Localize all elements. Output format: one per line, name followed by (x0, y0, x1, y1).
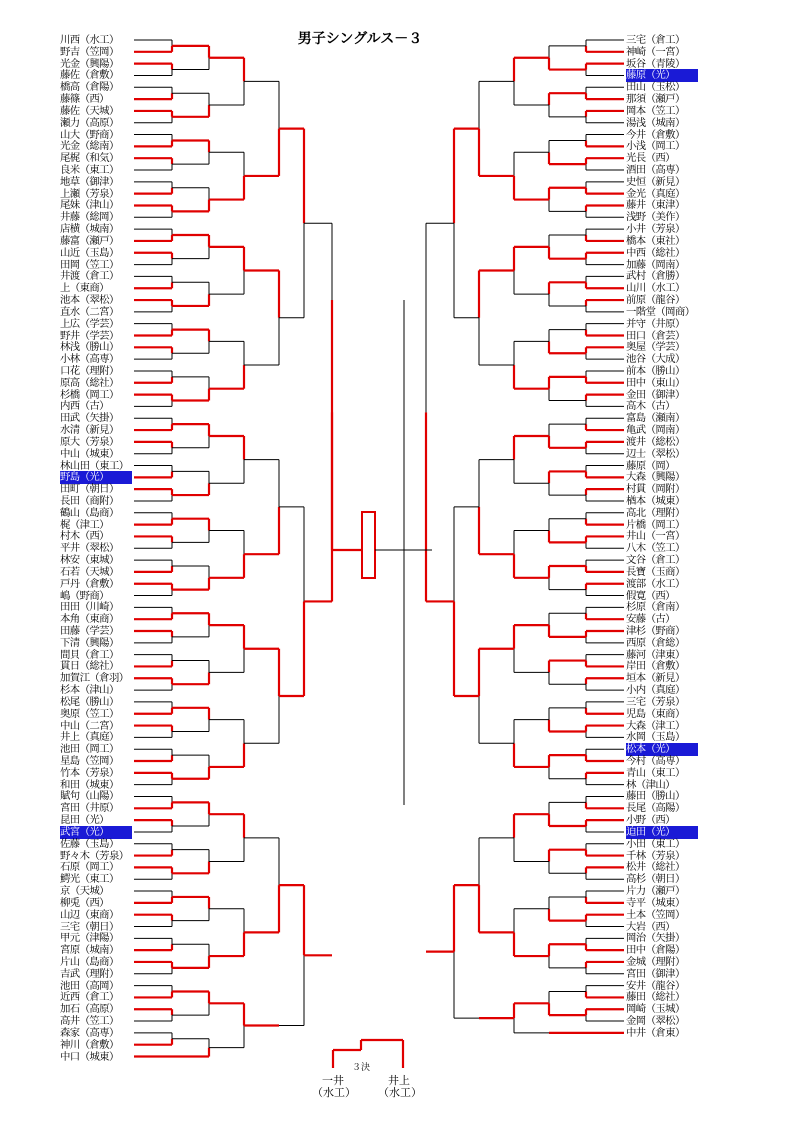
left-entry: 柳兎（西） (60, 896, 109, 909)
left-entry: 水清（新見） (60, 424, 119, 437)
left-entry: 井上（真庭） (60, 731, 119, 744)
left-entry: 加賀江（倉羽） (60, 672, 129, 685)
third-place-left-name: 一井 (322, 1074, 344, 1087)
left-entry: 尾妹（津山） (60, 199, 119, 212)
right-entry: 湯浅（城南） (626, 116, 685, 129)
left-entry: 野島（光） (60, 471, 132, 484)
left-entry: 梶（津工） (60, 518, 109, 531)
third-place-left-school: （水工） (312, 1086, 356, 1099)
left-entry: 長田（商附） (60, 494, 119, 507)
right-entry: 垣本（新見） (626, 672, 685, 685)
left-entry: 藤佐（天城） (60, 104, 119, 117)
right-entry: 神崎（一宮） (626, 45, 685, 58)
right-entry: 藤原（光） (626, 69, 698, 82)
right-entry: 小井（芳泉） (626, 223, 685, 236)
right-entry: 岸田（倉敷） (626, 660, 685, 673)
left-entry: 和田（城東） (60, 778, 119, 791)
left-entry: 宮原（城南） (60, 944, 119, 957)
right-entry: 藤原（岡） (626, 459, 675, 472)
right-entry: 今村（高専） (626, 755, 685, 768)
right-entry: 酒田（高専） (626, 164, 685, 177)
left-entry: 良米（東工） (60, 164, 119, 177)
right-entry: 大岩（西） (626, 920, 675, 933)
right-entry: 長寶（玉商） (626, 565, 685, 578)
right-entry: 那須（瀬戸） (626, 93, 685, 106)
left-entry: 池本（翠松） (60, 294, 119, 307)
right-entry: 中井（倉東） (626, 1026, 685, 1039)
right-entry: 辺士（翠松） (626, 447, 685, 460)
right-entry: 林（津山） (626, 778, 675, 791)
left-entry: 尾梶（和気） (60, 152, 119, 165)
right-entry: 藤田（勝山） (626, 790, 685, 803)
right-entry: 青山（東工） (626, 766, 685, 779)
left-entry: 嶋（野商） (60, 589, 109, 602)
left-entry: 神川（倉敷） (60, 1038, 119, 1051)
right-entry: 光長（西） (626, 152, 675, 165)
left-entry: 井渡（倉工） (60, 270, 119, 283)
left-entry: 田岡（笠工） (60, 258, 119, 271)
right-entry: 一階堂（岡商） (626, 305, 695, 318)
left-entry: 上（東商） (60, 282, 109, 295)
third-place-right-name: 井上 (388, 1074, 410, 1087)
left-entry: 野吉（笠岡） (60, 45, 119, 58)
right-entry: 假寛（西） (626, 589, 675, 602)
right-entry: 富島（瀬南） (626, 412, 685, 425)
right-entry: 長尾（高陽） (626, 802, 685, 815)
left-entry: 杉本（津山） (60, 684, 119, 697)
left-entry: 池田（高岡） (60, 979, 119, 992)
left-entry: 田田（川崎） (60, 601, 119, 614)
right-entry: 岡崎（玉城） (626, 1003, 685, 1016)
left-entry: 内西（古） (60, 400, 109, 413)
left-entry: 甲元（津陽） (60, 932, 119, 945)
right-entry: 八木（笠工） (626, 542, 685, 555)
left-entry: 村木（西） (60, 530, 109, 543)
third-place-label: ３決 (352, 1063, 371, 1073)
left-entry: 藤富（瀬戸） (60, 234, 119, 247)
right-entry: 村貫（岡附） (626, 483, 685, 496)
third-place-right-school: （水工） (378, 1086, 422, 1099)
right-entry: 藤河（津東） (626, 648, 685, 661)
right-entry: 土本（笠岡） (626, 908, 685, 921)
left-entry: 佐藤（玉島） (60, 837, 119, 850)
right-entry: 小内（真庭） (626, 684, 685, 697)
left-entry: 田藤（学芸） (60, 625, 119, 637)
left-entry: 吉武（理附） (60, 967, 119, 980)
right-entry: 山川（水工） (626, 282, 685, 295)
right-entry: 中西（総社） (626, 246, 685, 259)
left-entry: 石若（天城） (60, 565, 119, 578)
right-entry: 宮田（御津） (626, 967, 685, 980)
right-entry: 加藤（岡南） (626, 258, 685, 271)
left-entry: 林浅（勝山） (60, 341, 119, 354)
left-entry: 橋高（倉陽） (60, 81, 119, 94)
right-entry: 安井（龍谷） (626, 979, 685, 992)
right-entry: 藤井（東津） (626, 199, 685, 212)
left-entry: 藤佐（倉敷） (60, 69, 119, 82)
left-entry: 直水（二宮） (60, 305, 119, 318)
right-entry: 高北（理附） (626, 506, 685, 519)
left-entry: 林安（東城） (60, 554, 119, 567)
right-entry: 史恒（新見） (626, 175, 685, 188)
left-entry: 片山（島商） (60, 955, 119, 968)
right-entry: 亀武（岡南） (626, 424, 685, 437)
right-entry: 岡治（矢掛） (626, 932, 685, 945)
left-entry: 松尾（勝山） (60, 695, 119, 708)
left-entry: 平井（翠松） (60, 542, 119, 555)
right-entry: 渡井（総松） (626, 435, 685, 448)
left-entry: 本角（東商） (60, 613, 119, 626)
right-entry: 小田（東工） (626, 837, 685, 850)
left-entry: 山大（野商） (60, 128, 119, 141)
right-entry: 武村（倉勝） (626, 270, 685, 283)
right-entry: 松本（光） (626, 743, 698, 756)
right-entry: 金田（御津） (626, 388, 685, 401)
left-entry: 林山田（東工） (60, 459, 129, 472)
left-entry: 野井（学芸） (60, 329, 119, 342)
left-entry: 瀬力（高原） (60, 116, 119, 129)
left-entry: 高井（笠工） (60, 1015, 119, 1028)
right-entry: 津杉（野商） (626, 625, 685, 637)
right-entry: 片力（瀬戸） (626, 885, 685, 898)
page-title: 男子シングルス－３ (297, 31, 423, 47)
right-entry: 田口（倉芸） (626, 329, 685, 342)
right-entry: 坂谷（青陵） (626, 57, 685, 70)
left-entry: 口花（理附） (60, 364, 119, 377)
left-entry: 森家（高専） (60, 1026, 119, 1039)
left-entry: 宮田（井原） (60, 802, 119, 815)
right-entry: 大森（津工） (626, 719, 685, 732)
left-entry: 上瀬（芳泉） (60, 187, 119, 200)
left-entry: 武宮（光） (60, 826, 132, 839)
right-entry: 千林（芳泉） (626, 849, 685, 862)
left-entry: 光金（総南） (60, 140, 119, 153)
right-entry: 西原（倉総） (626, 636, 685, 649)
right-entry: 池谷（大成） (626, 353, 685, 366)
left-entry: 京（天城） (60, 885, 109, 898)
right-entry: 藤田（総社） (626, 991, 685, 1004)
left-entry: 藤篠（西） (60, 93, 109, 106)
final-match-box (362, 512, 375, 578)
left-entry: 鰐光（東工） (60, 873, 119, 886)
right-entry: 高杉（朝日） (626, 873, 685, 886)
right-entry: 奥屋（学芸） (626, 341, 685, 354)
left-entry: 戸丹（倉敷） (60, 577, 119, 590)
left-entry: 池田（岡工） (60, 743, 119, 756)
right-entry: 三宅（倉工） (626, 34, 685, 46)
right-entry: 田中（倉陽） (626, 944, 685, 957)
right-entry: 小野（西） (626, 814, 675, 827)
left-entry: 小林（高専） (60, 353, 119, 366)
left-entry: 光金（興陽） (60, 57, 119, 70)
left-entry: 野々木（芳泉） (60, 849, 129, 862)
right-entry: 橋本（東社） (626, 234, 685, 247)
right-entry: 寺平（城東） (626, 896, 685, 909)
right-entry: 今井（倉敷） (626, 128, 685, 141)
left-entry: 中山（二宮） (60, 719, 119, 732)
right-entry: 田山（玉松） (626, 81, 685, 94)
left-entry: 店横（城南） (60, 223, 119, 236)
left-entry: 賦句（山陽） (60, 790, 119, 803)
left-entry: 竹本（芳泉） (60, 766, 119, 779)
left-entry: 田町（朝日） (60, 483, 119, 496)
right-entry: 岡本（笠工） (626, 104, 685, 117)
right-entry: 并守（井原） (626, 317, 685, 330)
right-entry: 井山（一宮） (626, 530, 685, 543)
right-entry: 文谷（倉工） (626, 554, 685, 567)
right-entry: 安藤（古） (626, 613, 675, 626)
right-entry: 田中（東山） (626, 376, 685, 389)
right-entry: 楢本（城東） (626, 494, 685, 507)
left-entry: 石原（岡工） (60, 861, 119, 874)
left-entry: 中山（城東） (60, 447, 119, 460)
right-entry: 浅野（美作） (626, 211, 685, 224)
right-entry: 小浅（岡工） (626, 140, 685, 153)
left-entry: 田武（矢掛） (60, 412, 119, 425)
right-entry: 金岡（翠松） (626, 1015, 685, 1028)
right-entry: 大森（興陽） (626, 471, 685, 484)
left-entry: 川西（水工） (60, 34, 119, 46)
left-entry: 下清（興陽） (60, 636, 119, 649)
left-entry: 鶴山（島商） (60, 506, 119, 519)
left-entry: 貫日（総社） (60, 660, 119, 673)
right-entry: 迫田（光） (626, 826, 698, 839)
left-entry: 井藤（総岡） (60, 211, 119, 224)
left-entry: 山近（玉島） (60, 246, 119, 259)
right-entry: 児島（東商） (626, 707, 685, 720)
left-entry: 原大（芳泉） (60, 435, 119, 448)
right-entry: 杉原（倉南） (626, 601, 685, 614)
left-entry: 中口（城東） (60, 1050, 119, 1063)
left-entry: 奥原（笠工） (60, 707, 119, 720)
left-entry: 原高（総社） (60, 376, 119, 389)
right-entry: 渡部（水工） (626, 577, 685, 590)
right-entry: 三宅（芳泉） (626, 695, 685, 708)
left-entry: 杉橋（岡工） (60, 388, 119, 401)
left-entry: 山辺（東商） (60, 908, 119, 921)
left-entry: 加石（高原） (60, 1003, 119, 1016)
right-entry: 水岡（玉島） (626, 731, 685, 744)
right-entry: 金光（真庭） (626, 187, 685, 200)
left-entry: 上広（学芸） (60, 317, 119, 330)
left-entry: 地草（御津） (60, 175, 119, 188)
left-entry: 三宅（朝日） (60, 920, 119, 933)
right-entry: 松井（総社） (626, 861, 685, 874)
right-entry: 金城（理附） (626, 955, 685, 968)
right-entry: 片橋（岡工） (626, 518, 685, 531)
left-entry: 間貝（倉工） (60, 648, 119, 661)
right-entry: 前原（龍谷） (626, 294, 685, 307)
right-entry: 前本（勝山） (626, 364, 685, 377)
left-entry: 近西（倉工） (60, 991, 119, 1004)
left-entry: 星島（笠岡） (60, 755, 119, 768)
left-entry: 昆田（光） (60, 814, 109, 827)
right-entry: 高木（古） (626, 400, 675, 413)
